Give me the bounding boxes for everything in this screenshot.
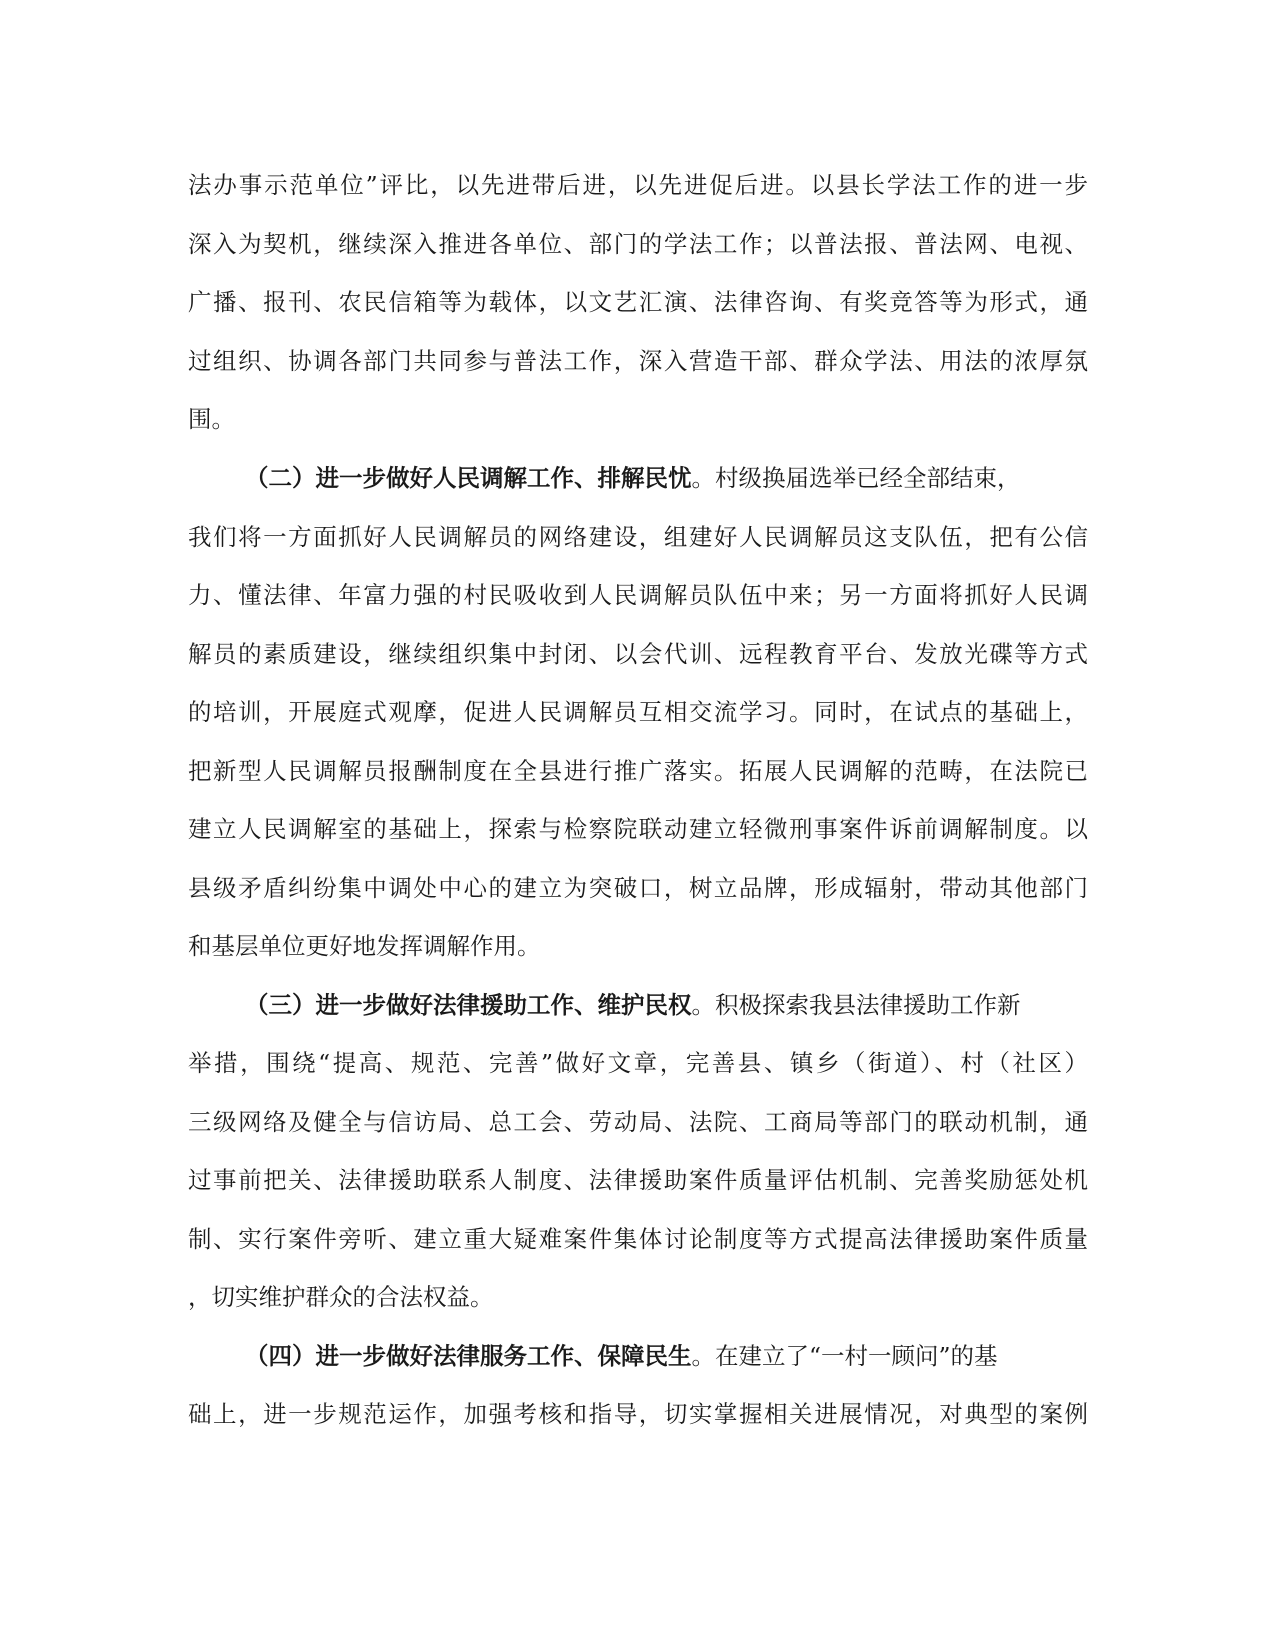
section-2-heading-tail: 。村级换届选举已经全部结束， [691,464,1021,492]
section-2-heading: （二）进一步做好人民调解工作、排解民忧 [245,464,692,492]
paragraph-line: 的培训，开展庭式观摩，促进人民调解员互相交流学习。同时，在试点的基础上， [188,698,1088,726]
paragraph-line: 力、懂法律、年富力强的村民吸收到人民调解员队伍中来；另一方面将抓好人民调 [188,581,1088,609]
section-2-first-line [245,461,1088,495]
section-3-heading-tail: 。积极探索我县法律援助工作新 [691,991,1021,1019]
paragraph-line: ，切实维护群众的合法权益。 [188,1283,494,1311]
paragraph-line: 县级矛盾纠纷集中调处中心的建立为突破口，树立品牌，形成辐射，带动其他部门 [188,874,1088,902]
paragraph-line: 过事前把关、法律援助联系人制度、法律援助案件质量评估机制、完善奖励惩处机 [188,1166,1088,1194]
paragraph-line: 围。 [188,405,235,433]
paragraph-line: 和基层单位更好地发挥调解作用。 [188,932,541,960]
paragraph-line: 把新型人民调解员报酬制度在全县进行推广落实。拓展人民调解的范畴，在法院已 [188,757,1088,785]
paragraph-line: 过组织、协调各部门共同参与普法工作，深入营造干部、群众学法、用法的浓厚氛 [188,347,1088,375]
paragraph-line: 三级网络及健全与信访局、总工会、劳动局、法院、工商局等部门的联动机制，通 [188,1108,1088,1136]
paragraph-line: 法办事示范单位”评比，以先进带后进，以先进促后进。以县长学法工作的进一步 [188,171,1088,199]
paragraph-line: 深入为契机，继续深入推进各单位、部门的学法工作；以普法报、普法网、电视、 [188,230,1088,258]
section-4-heading: （四）进一步做好法律服务工作、保障民生 [245,1342,692,1370]
section-3-heading: （三）进一步做好法律援助工作、维护民权 [245,991,692,1019]
paragraph-line: 解员的素质建设，继续组织集中封闭、以会代训、远程教育平台、发放光碟等方式 [188,640,1088,668]
paragraph-line: 制、实行案件旁听、建立重大疑难案件集体讨论制度等方式提高法律援助案件质量 [188,1225,1088,1253]
paragraph-line: 建立人民调解室的基础上，探索与检察院联动建立轻微刑事案件诉前调解制度。以 [188,815,1088,843]
paragraph-line: 础上，进一步规范运作，加强考核和指导，切实掌握相关进展情况，对典型的案例 [188,1400,1088,1428]
paragraph-line: 举措，围绕“提高、规范、完善”做好文章，完善县、镇乡（街道）、村（社区） [188,1049,1088,1077]
section-4-heading-tail: 。在建立了“一村一顾问”的基 [691,1342,998,1370]
section-3-first-line [245,988,1088,1022]
section-4-first-line [245,1339,1088,1373]
paragraph-line: 我们将一方面抓好人民调解员的网络建设，组建好人民调解员这支队伍，把有公信 [188,523,1088,551]
paragraph-line: 广播、报刊、农民信箱等为载体，以文艺汇演、法律咨询、有奖竞答等为形式，通 [188,288,1088,316]
